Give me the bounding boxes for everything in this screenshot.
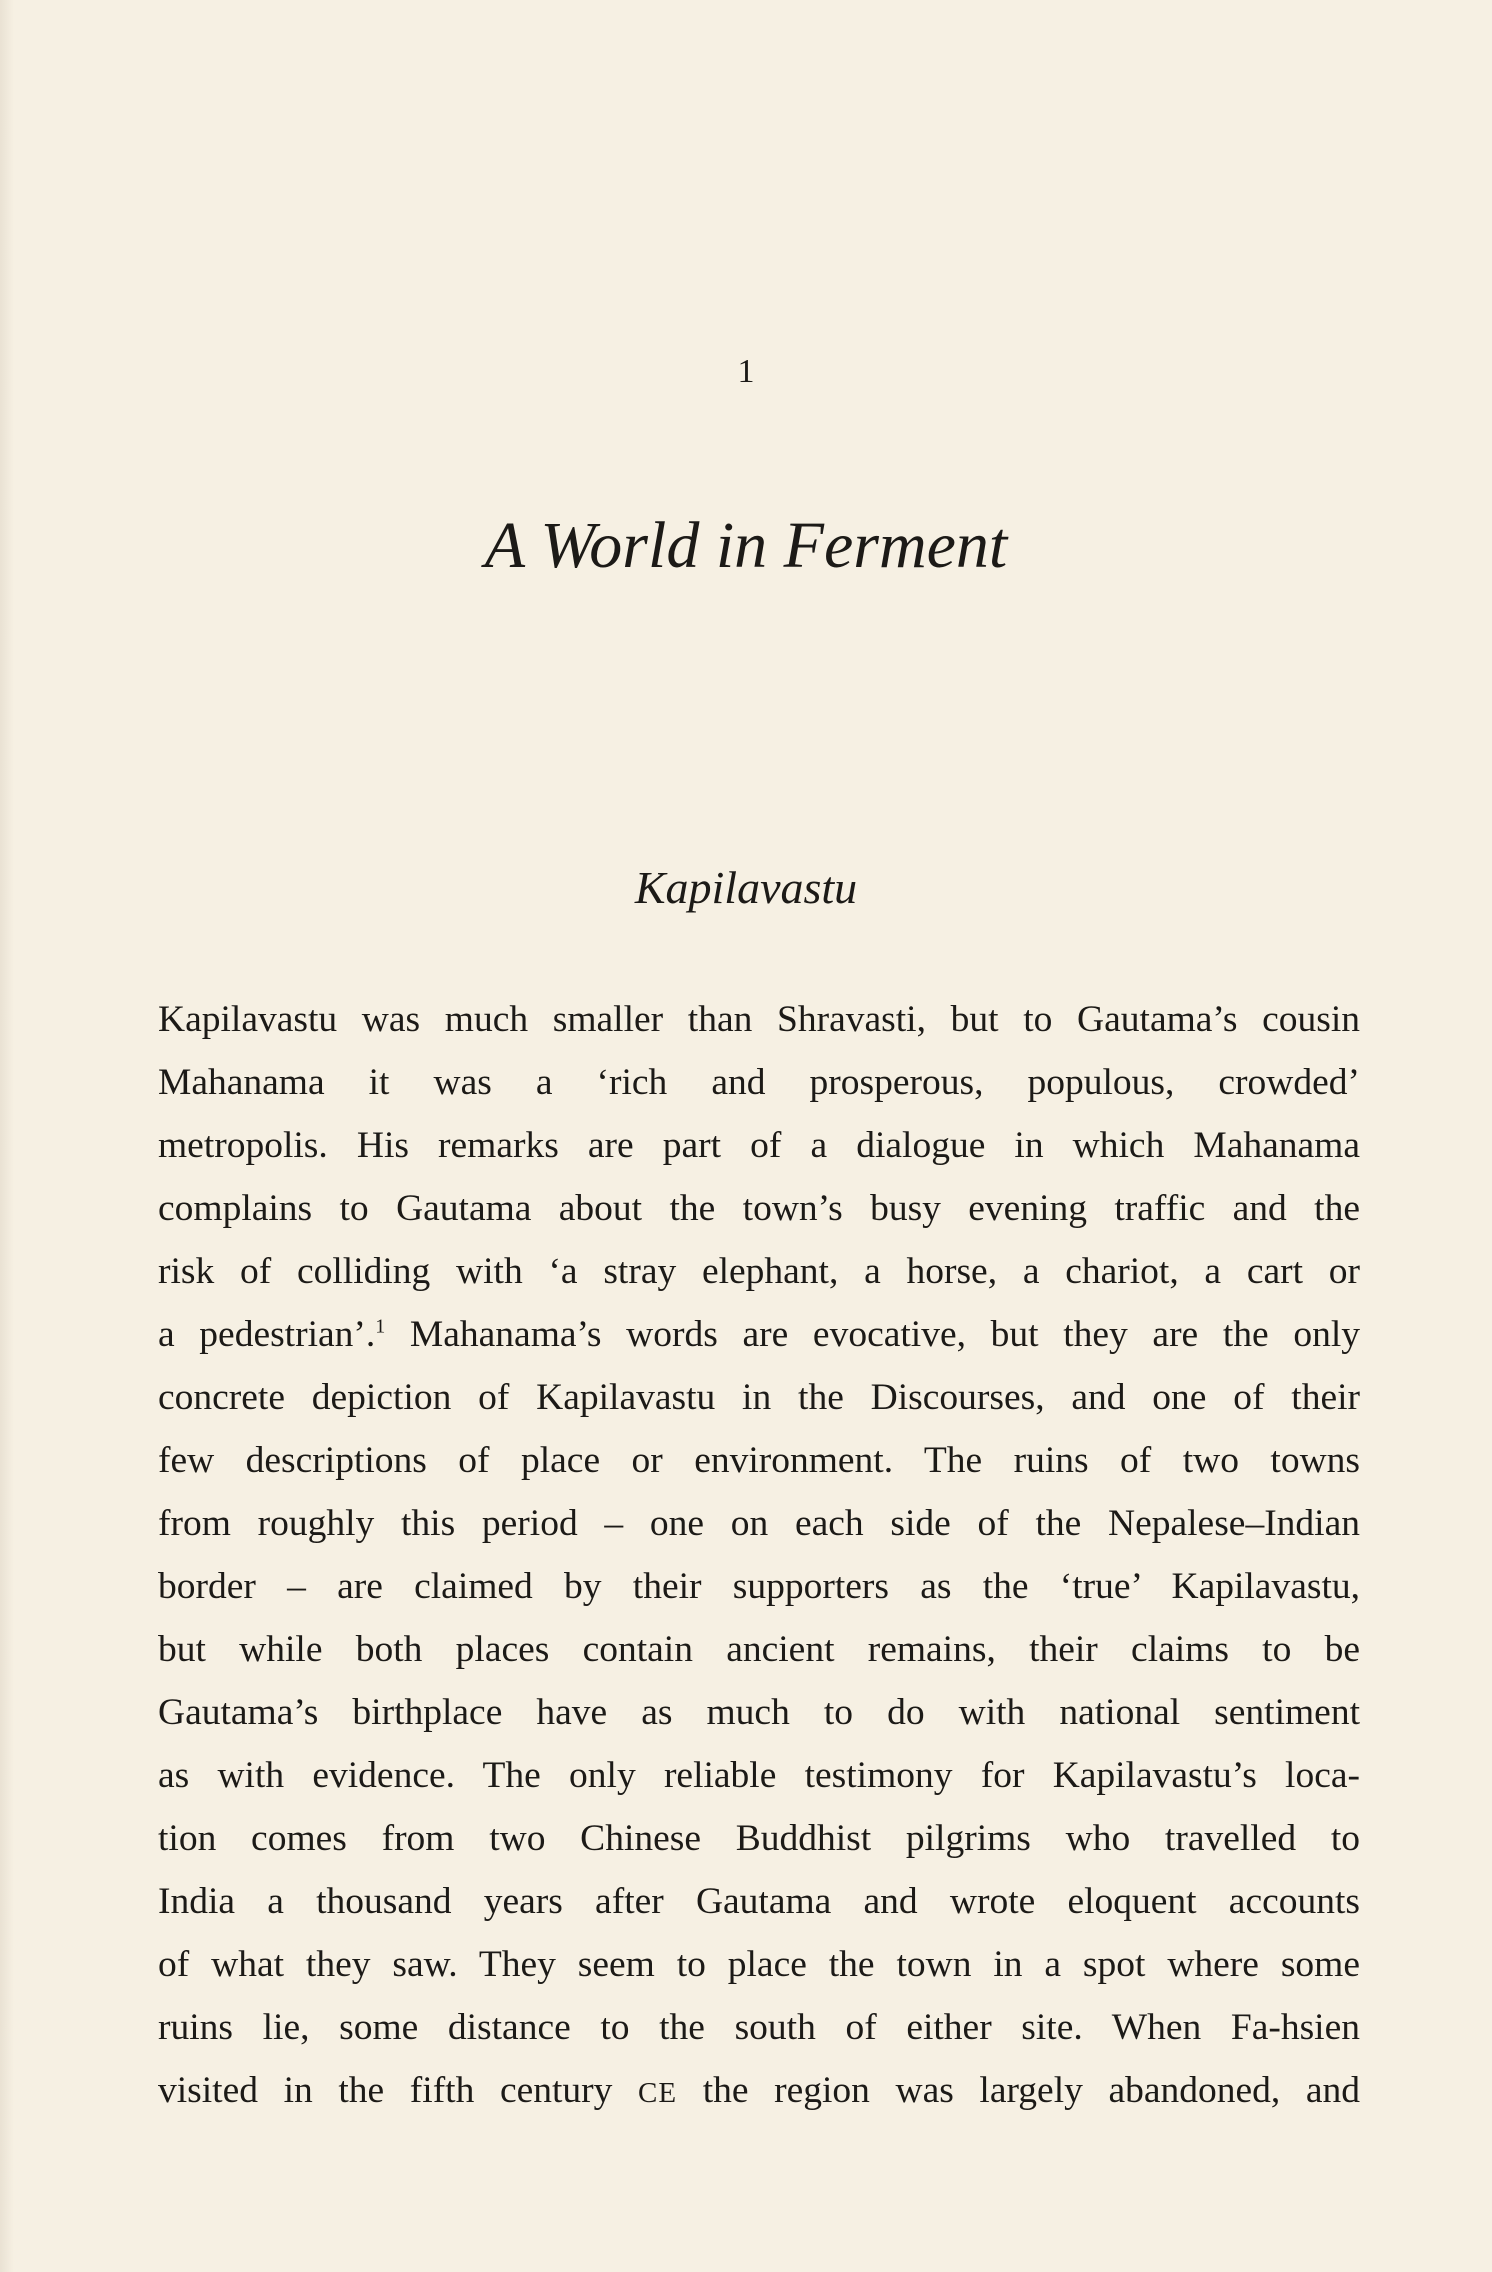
body-line: border – are claimed by their supporters as the ‘true’ Kapilavastu, (158, 1566, 1360, 1607)
body-line: metropolis. His remarks are part of a dialogue in which Mahanama (158, 1125, 1360, 1166)
body-line (158, 1303, 1360, 1366)
body-line-fragment: the region was largely abandoned, and (702, 2070, 1360, 2111)
body-line: ruins lie, some distance to the south of either site. When Fa-hsien (158, 2007, 1360, 2048)
body-line: Kapilavastu was much smaller than Shravasti, but to Gautama’s cousin (158, 999, 1360, 1040)
body-line: concrete depiction of Kapilavastu in the Discourses, and one of their (158, 1377, 1360, 1418)
body-line: of what they saw. They seem to place the town in a spot where some (158, 1944, 1360, 1985)
footnote-marker: 1 (375, 1315, 386, 1338)
body-line: as with evidence. The only reliable testimony for Kapilavastu’s loca- (158, 1755, 1360, 1796)
body-line: complains to Gautama about the town’s busy evening traffic and the (158, 1188, 1360, 1229)
body-paragraph (158, 988, 1360, 2122)
body-line-fragment: Mahanama’s words are evocative, but they are the only (409, 1314, 1360, 1355)
body-line-fragment: a pedestrian’. (158, 1314, 376, 1355)
section-heading: Kapilavastu (634, 862, 858, 913)
body-line: tion comes from two Chinese Buddhist pilgrims who travelled to (158, 1818, 1360, 1859)
body-line: India a thousand years after Gautama and wrote eloquent accounts (158, 1881, 1360, 1922)
chapter-number: 1 (737, 353, 755, 390)
body-line: from roughly this period – one on each side of the Nepalese–Indian (158, 1503, 1360, 1544)
body-line: few descriptions of place or environment. The ruins of two towns (158, 1440, 1360, 1481)
body-line: Gautama’s birthplace have as much to do with national sentiment (158, 1692, 1360, 1733)
body-line: risk of colliding with ‘a stray elephant, a horse, a chariot, a cart or (158, 1251, 1360, 1292)
body-line: but while both places contain ancient remains, their claims to be (158, 1629, 1360, 1670)
chapter-title: A World in Ferment (484, 509, 1008, 582)
body-line: Mahanama it was a ‘rich and prosperous, populous, crowded’ (158, 1062, 1360, 1103)
body-line (158, 2059, 1360, 2122)
era-abbreviation: CE (638, 2077, 678, 2109)
body-line-fragment: visited in the fifth century (158, 2070, 613, 2111)
